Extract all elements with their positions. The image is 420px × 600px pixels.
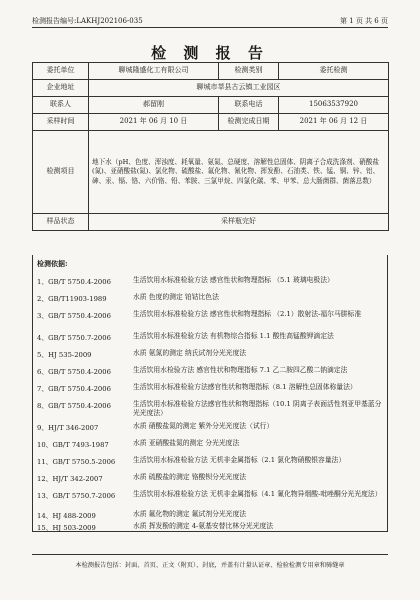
basis-description: 生活饮用水标准检验方法 感官性状和物理指标 （5.1 玻璃电极法） xyxy=(133,276,334,284)
basis-description: 水质 硝酸盐氮的测定 紫外分光光度法（试行） xyxy=(133,422,274,430)
basis-title: 检测依据: xyxy=(37,259,68,268)
client-label: 委托单位 xyxy=(33,63,89,80)
basis-description: 水质 氟化物的测定 氟试剂分光光度法 xyxy=(133,510,247,518)
basis-description: 生活饮用水标准检验方法感官性状和物理指标（8.1 溶解性总固体称量法） xyxy=(133,383,357,391)
phone-value: 15063537920 xyxy=(279,97,389,114)
type-value: 委托检测 xyxy=(279,63,389,80)
basis-standard: 8、GB/T 5750.4-2006 xyxy=(37,402,111,410)
complete-time-value: 2021 年 06 月 12 日 xyxy=(279,114,389,131)
sample-status-value: 采样瓶完好 xyxy=(89,214,389,231)
sample-time-value: 2021 年 06 月 10 日 xyxy=(89,114,219,131)
address-label: 企业地址 xyxy=(33,80,89,97)
address-value: 聊城市莘县古云镇工业园区 xyxy=(89,80,389,97)
contact-value: 郝留刚 xyxy=(89,97,219,114)
basis-standard: 6、GB/T 5750.4-2006 xyxy=(37,368,111,376)
basis-standard: 12、HJ/T 342-2007 xyxy=(37,475,103,483)
basis-section xyxy=(32,255,388,532)
header-divider xyxy=(32,27,388,28)
basis-description: 生活饮用水标准检验方法感官性状和物理指标（10.1 阴离子表面活性剂亚甲基蓝分光光度法） xyxy=(133,400,382,418)
sample-time-label: 采样时间 xyxy=(33,114,89,131)
basis-standard: 9、HJ/T 346-2007 xyxy=(37,424,99,432)
footer-divider xyxy=(32,554,388,555)
basis-standard: 5、HJ 535-2009 xyxy=(37,351,92,359)
basis-description: 生活饮用水标准检验方法 感官性状和物理指标 （2.1）散射法-福尔马肼标准 xyxy=(133,310,362,318)
basis-standard: 4、GB/T 5750.7-2006 xyxy=(37,334,111,342)
basis-description: 水质 亚硝酸盐氮的测定 分光光度法 xyxy=(133,439,240,447)
basis-description: 生活饮用水标准检验方法 有机物综合指标 1.1 酸性高锰酸钾滴定法 xyxy=(133,332,334,340)
complete-time-label: 检测完成日期 xyxy=(219,114,279,131)
footer-note: 本检测报告包括：封面、首页、正文（附页）、封底，并盖有计量认证章、检验检测专用章和骑缝章 xyxy=(75,562,345,569)
basis-description: 水质 色度的测定 铂钴比色法 xyxy=(133,293,219,301)
basis-description: 水质 挥发酚的测定 4-氨基安替比林分光光度法 xyxy=(133,522,274,530)
basis-description: 生活饮用水标准检验方法 无机非金属指标（2.1 氯化物硝酸银容量法） xyxy=(133,456,346,464)
basis-standard: 2、GB/T11903-1989 xyxy=(37,295,107,303)
report-number: 检测报告编号:LAKHJ202106-035 xyxy=(32,17,143,25)
basis-description: 水质 氨氮的测定 纳氏试剂分光光度法 xyxy=(133,349,247,357)
sample-status-label: 样品状态 xyxy=(33,214,89,231)
items-value: 地下水（pH、色度、浑浊度、耗氧量、氨氮、总硬度、溶解性总固体、阴离子合成洗涤剂、硝酸盐(氮)、亚硝酸盐(氮)、氯化物、硫酸盐、氟化物、氰化物、挥发酚、石油类、铁、锰、铜、锌、铝、砷、汞、镉、铬、六价铬、铅、苯胺、三氯甲烷、四氯化碳、苯、甲苯、总大肠菌群、菌落总数） xyxy=(89,131,389,214)
client-value: 聊城隆盛化工有限公司 xyxy=(89,63,219,80)
page-info: 第 1 页 共 6 页 xyxy=(339,17,388,25)
basis-standard: 11、GB/T 5750.5-2006 xyxy=(37,458,116,466)
report-title: 检 测 报 告 xyxy=(151,44,269,62)
info-table xyxy=(32,62,389,231)
basis-description: 水质 硫酸盐的测定 铬酸钡分光光度法 xyxy=(133,473,247,481)
phone-label: 联系电话 xyxy=(219,97,279,114)
basis-standard: 14、HJ 488-2009 xyxy=(37,512,96,520)
basis-standard: 7、GB/T 5750.4-2006 xyxy=(37,385,111,393)
basis-standard: 10、GB/T 7493-1987 xyxy=(37,441,109,449)
basis-standard: 3、GB/T 5750.4-2006 xyxy=(37,312,111,320)
type-label: 检测类别 xyxy=(219,63,279,80)
basis-description: 生活饮用水检验方法 感官性状和物理指标 7.1 乙二胺四乙酸二钠滴定法 xyxy=(133,366,348,374)
basis-standard: 13、GB/T 5750.7-2006 xyxy=(37,492,116,500)
items-label: 检测项目 xyxy=(33,131,89,214)
basis-standard: 1、GB/T 5750.4-2006 xyxy=(37,278,111,286)
basis-standard: 15、HJ 503-2009 xyxy=(37,524,96,532)
basis-description: 生活饮用水标准检验方法 无机非金属指标（4.1 氰化物异烟酸-吡唑酮分光光度法） xyxy=(133,490,382,498)
contact-label: 联系人 xyxy=(33,97,89,114)
